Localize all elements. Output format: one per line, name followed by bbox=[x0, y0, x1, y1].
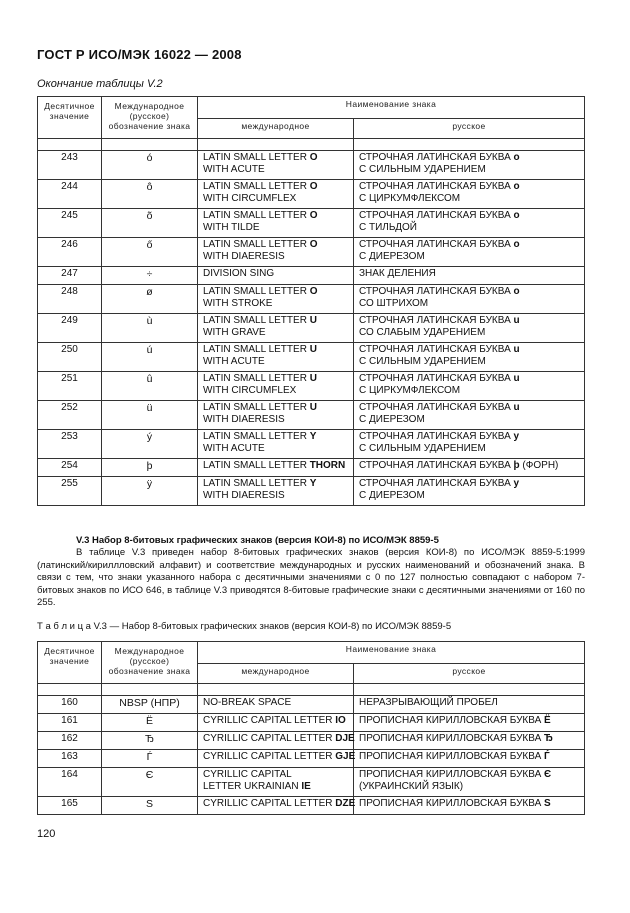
name-text: LATIN SMALL LETTER bbox=[203, 431, 310, 442]
column-header-international: международное bbox=[198, 664, 354, 684]
table-row bbox=[38, 401, 585, 430]
sign-symbol-cell: ü bbox=[102, 401, 198, 430]
decimal-header-lines bbox=[43, 646, 96, 666]
name-letter: Y bbox=[309, 431, 317, 442]
sign-symbol-cell: ô bbox=[102, 180, 198, 209]
name-line bbox=[203, 431, 348, 443]
name-text: CYRILLIC CAPITAL LETTER bbox=[203, 751, 336, 762]
name-letter: U bbox=[309, 315, 317, 326]
name-line bbox=[203, 373, 348, 385]
decimal-value-cell: 161 bbox=[38, 714, 102, 732]
name-line bbox=[359, 239, 579, 251]
name-line bbox=[203, 402, 348, 414]
name-text: WITH ACUTE bbox=[203, 443, 265, 454]
name-line bbox=[359, 402, 579, 414]
name-text: WITH CIRCUMFLEX bbox=[203, 385, 297, 396]
sign-symbol-cell: û bbox=[102, 372, 198, 401]
name-letter: DJE bbox=[335, 733, 355, 744]
table-row bbox=[38, 372, 585, 401]
name-letter: U bbox=[309, 373, 317, 384]
russian-name-cell bbox=[354, 430, 585, 459]
name-text: LATIN SMALL LETTER bbox=[203, 478, 310, 489]
spacer-cell bbox=[198, 684, 354, 696]
decimal-value-cell: 253 bbox=[38, 430, 102, 459]
name-line bbox=[359, 490, 579, 502]
name-line bbox=[203, 715, 348, 727]
decimal-value-cell: 244 bbox=[38, 180, 102, 209]
name-line bbox=[203, 286, 348, 298]
international-name-cell bbox=[198, 238, 354, 267]
decimal-value-cell: 250 bbox=[38, 343, 102, 372]
name-line bbox=[203, 798, 356, 810]
name-line bbox=[203, 733, 355, 745]
name-line bbox=[203, 181, 348, 193]
name-text: С ДИЕРЕЗОМ bbox=[359, 490, 425, 501]
name-text: С ТИЛЬДОЙ bbox=[359, 222, 417, 233]
decimal-value-cell: 165 bbox=[38, 797, 102, 815]
sign-symbol-cell: ő bbox=[102, 238, 198, 267]
spacer-cell bbox=[354, 684, 585, 696]
name-line bbox=[359, 152, 579, 164]
name-text: СТРОЧНАЯ ЛАТИНСКАЯ БУКВА bbox=[359, 431, 514, 442]
name-letter: S bbox=[544, 798, 551, 809]
decimal-value-cell: 246 bbox=[38, 238, 102, 267]
name-line bbox=[359, 181, 579, 193]
name-line bbox=[359, 286, 579, 298]
sign-symbol-cell: þ bbox=[102, 459, 198, 477]
table-v2-body bbox=[38, 139, 585, 506]
name-text: ПРОПИСНАЯ КИРИЛЛОВСКАЯ БУКВА bbox=[359, 769, 545, 780]
decimal-value-cell: 162 bbox=[38, 732, 102, 750]
table-row bbox=[38, 238, 585, 267]
russian-name-cell bbox=[354, 209, 585, 238]
name-letter: O bbox=[309, 286, 318, 297]
name-text: WITH ACUTE bbox=[203, 164, 265, 175]
spacer-cell bbox=[354, 139, 585, 151]
name-line bbox=[203, 414, 348, 426]
russian-name-cell bbox=[354, 477, 585, 506]
sign-symbol-cell: ø bbox=[102, 285, 198, 314]
name-text: LATIN SMALL LETTER bbox=[203, 239, 310, 250]
international-name-cell bbox=[198, 696, 354, 714]
international-name-cell bbox=[198, 151, 354, 180]
name-text: LATIN SMALL LETTER bbox=[203, 152, 310, 163]
name-letter: IE bbox=[301, 781, 311, 792]
name-line bbox=[203, 751, 356, 763]
name-letter: u bbox=[513, 373, 520, 384]
name-letter: o bbox=[513, 286, 520, 297]
column-header-sign bbox=[102, 642, 198, 684]
international-name-cell bbox=[198, 797, 354, 815]
sign-symbol-cell: Ђ bbox=[102, 732, 198, 750]
russian-name-cell bbox=[354, 459, 585, 477]
table-v2-caption: Окончание таблицы V.2 bbox=[37, 78, 163, 90]
spacer-cell bbox=[102, 684, 198, 696]
sign-symbol-cell: S bbox=[102, 797, 198, 815]
decimal-value-cell: 160 bbox=[38, 696, 102, 714]
column-header-decimal bbox=[38, 97, 102, 139]
table-row bbox=[38, 732, 585, 750]
name-letter: u bbox=[513, 344, 520, 355]
table-row bbox=[38, 696, 585, 714]
name-line bbox=[203, 210, 348, 222]
name-text: ПРОПИСНАЯ КИРИЛЛОВСКАЯ БУКВА bbox=[359, 751, 545, 762]
name-text: WITH ACUTE bbox=[203, 356, 265, 367]
decimal-value-cell: 255 bbox=[38, 477, 102, 506]
decimal-value-cell: 163 bbox=[38, 750, 102, 768]
table-v3-body bbox=[38, 684, 585, 815]
name-text: NO-BREAK SPACE bbox=[203, 697, 292, 708]
sign-symbol-cell: ý bbox=[102, 430, 198, 459]
name-letter: u bbox=[513, 402, 520, 413]
name-line bbox=[359, 781, 579, 793]
name-letter: O bbox=[309, 152, 318, 163]
header-line: Международное bbox=[114, 646, 185, 656]
name-text: LATIN SMALL LETTER bbox=[203, 344, 310, 355]
decimal-value-cell: 247 bbox=[38, 267, 102, 285]
name-letter: o bbox=[513, 181, 520, 192]
name-letter: Ѓ bbox=[544, 751, 550, 762]
decimal-value-cell: 252 bbox=[38, 401, 102, 430]
name-text: LATIN SMALL LETTER bbox=[203, 402, 310, 413]
name-letter: Є bbox=[544, 769, 552, 780]
russian-name-cell bbox=[354, 180, 585, 209]
name-text: LETTER UKRAINIAN bbox=[203, 781, 302, 792]
column-header-russian: русское bbox=[354, 119, 585, 139]
header-line: обозначение знака bbox=[108, 666, 191, 676]
name-letter: U bbox=[309, 402, 317, 413]
name-text: WITH DIAERESIS bbox=[203, 251, 285, 262]
document-header: ГОСТ Р ИСО/МЭК 16022 — 2008 bbox=[37, 47, 242, 62]
name-line bbox=[359, 385, 579, 397]
name-text: СТРОЧНАЯ ЛАТИНСКАЯ БУКВА bbox=[359, 239, 514, 250]
name-text: ПРОПИСНАЯ КИРИЛЛОВСКАЯ БУКВА bbox=[359, 715, 545, 726]
international-name-cell bbox=[198, 430, 354, 459]
name-line bbox=[203, 443, 348, 455]
name-line bbox=[359, 210, 579, 222]
name-line bbox=[203, 344, 348, 356]
name-text: LATIN SMALL LETTER bbox=[203, 460, 310, 471]
name-line bbox=[203, 239, 348, 251]
name-line bbox=[203, 490, 348, 502]
name-text: CYRILLIC CAPITAL LETTER bbox=[203, 715, 336, 726]
page-number: 120 bbox=[37, 828, 56, 840]
name-text: СО СЛАБЫМ УДАРЕНИЕМ bbox=[359, 327, 486, 338]
decimal-value-cell: 245 bbox=[38, 209, 102, 238]
name-line bbox=[359, 414, 579, 426]
table-row bbox=[38, 459, 585, 477]
table-row bbox=[38, 314, 585, 343]
name-letter: THORN bbox=[309, 460, 346, 471]
table-v2 bbox=[37, 96, 585, 506]
russian-name-cell bbox=[354, 768, 585, 797]
name-line bbox=[359, 344, 579, 356]
international-name-cell bbox=[198, 714, 354, 732]
russian-name-cell bbox=[354, 267, 585, 285]
spacer-cell bbox=[38, 139, 102, 151]
russian-name-cell bbox=[354, 238, 585, 267]
name-line bbox=[203, 356, 348, 368]
name-line bbox=[203, 327, 348, 339]
table-row bbox=[38, 797, 585, 815]
sign-header-lines bbox=[107, 101, 192, 131]
header-spacer-row bbox=[38, 684, 585, 696]
name-text: С ДИЕРЕЗОМ bbox=[359, 414, 425, 425]
name-line bbox=[359, 327, 579, 339]
name-text: С СИЛЬНЫМ УДАРЕНИЕМ bbox=[359, 443, 486, 454]
name-line bbox=[359, 222, 579, 234]
name-text: ПРОПИСНАЯ КИРИЛЛОВСКАЯ БУКВА bbox=[359, 798, 545, 809]
name-line bbox=[203, 385, 348, 397]
sign-symbol-cell: NBSP (НПР) bbox=[102, 696, 198, 714]
name-line bbox=[203, 251, 348, 263]
name-line bbox=[359, 443, 579, 455]
name-text: LATIN SMALL LETTER bbox=[203, 286, 310, 297]
table-row bbox=[38, 180, 585, 209]
table-row bbox=[38, 343, 585, 372]
sign-symbol-cell: ÿ bbox=[102, 477, 198, 506]
name-line bbox=[203, 152, 348, 164]
international-name-cell bbox=[198, 267, 354, 285]
international-name-cell bbox=[198, 768, 354, 797]
name-letter: O bbox=[309, 181, 318, 192]
name-text: WITH STROKE bbox=[203, 298, 273, 309]
table-v3-caption: Т а б л и ц а V.3 — Набор 8-битовых графических знаков (версия КОИ-8) по ИСО/МЭК 8859-5 bbox=[37, 621, 452, 632]
russian-name-cell bbox=[354, 750, 585, 768]
name-line bbox=[359, 251, 579, 263]
header-line: значение bbox=[49, 656, 90, 666]
international-name-cell bbox=[198, 209, 354, 238]
name-text: WITH DIAERESIS bbox=[203, 490, 285, 501]
decimal-value-cell: 164 bbox=[38, 768, 102, 797]
international-name-cell bbox=[198, 180, 354, 209]
name-line bbox=[203, 222, 348, 234]
name-text: ЗНАК ДЕЛЕНИЯ bbox=[359, 268, 436, 279]
name-letter: o bbox=[513, 239, 520, 250]
name-letter: U bbox=[309, 344, 317, 355]
name-text: WITH DIAERESIS bbox=[203, 414, 285, 425]
name-letter: u bbox=[513, 315, 520, 326]
table-row bbox=[38, 430, 585, 459]
name-letter: Y bbox=[309, 478, 317, 489]
sign-symbol-cell: õ bbox=[102, 209, 198, 238]
name-text: ПРОПИСНАЯ КИРИЛЛОВСКАЯ БУКВА bbox=[359, 733, 545, 744]
sign-symbol-cell: Є bbox=[102, 768, 198, 797]
header-line: обозначение знака bbox=[108, 121, 191, 131]
international-name-cell bbox=[198, 732, 354, 750]
table-row bbox=[38, 285, 585, 314]
spacer-cell bbox=[198, 139, 354, 151]
name-line bbox=[359, 715, 579, 727]
name-line bbox=[203, 298, 348, 310]
russian-name-cell bbox=[354, 343, 585, 372]
name-text: СТРОЧНАЯ ЛАТИНСКАЯ БУКВА bbox=[359, 402, 514, 413]
column-header-name: Наименование знака bbox=[198, 97, 585, 119]
international-name-cell bbox=[198, 343, 354, 372]
name-letter: þ bbox=[513, 460, 520, 471]
table-row bbox=[38, 768, 585, 797]
sign-symbol-cell: ó bbox=[102, 151, 198, 180]
name-line bbox=[359, 733, 579, 745]
name-line bbox=[203, 460, 348, 472]
column-header-sign bbox=[102, 97, 198, 139]
decimal-value-cell: 254 bbox=[38, 459, 102, 477]
header-line: (русское) bbox=[129, 111, 170, 121]
table-row bbox=[38, 714, 585, 732]
sign-symbol-cell: Ѓ bbox=[102, 750, 198, 768]
sign-symbol-cell: ú bbox=[102, 343, 198, 372]
name-text: С ДИЕРЕЗОМ bbox=[359, 251, 425, 262]
international-name-cell bbox=[198, 459, 354, 477]
name-letter: Ђ bbox=[544, 733, 553, 744]
header-spacer-row bbox=[38, 139, 585, 151]
name-text: СТРОЧНАЯ ЛАТИНСКАЯ БУКВА bbox=[359, 460, 514, 471]
sign-header-lines bbox=[107, 646, 192, 676]
name-line bbox=[359, 769, 579, 781]
table-row bbox=[38, 209, 585, 238]
column-header-international: международное bbox=[198, 119, 354, 139]
international-name-cell bbox=[198, 750, 354, 768]
sign-symbol-cell: Ё bbox=[102, 714, 198, 732]
name-text: LATIN SMALL LETTER bbox=[203, 181, 310, 192]
name-line bbox=[203, 315, 348, 327]
name-line bbox=[203, 781, 348, 793]
name-text: СТРОЧНАЯ ЛАТИНСКАЯ БУКВА bbox=[359, 152, 514, 163]
international-name-cell bbox=[198, 372, 354, 401]
decimal-value-cell: 251 bbox=[38, 372, 102, 401]
table-row bbox=[38, 750, 585, 768]
name-text: СТРОЧНАЯ ЛАТИНСКАЯ БУКВА bbox=[359, 344, 514, 355]
name-line bbox=[359, 298, 579, 310]
name-line bbox=[203, 164, 348, 176]
decimal-value-cell: 248 bbox=[38, 285, 102, 314]
table-row bbox=[38, 477, 585, 506]
name-letter: o bbox=[513, 152, 520, 163]
russian-name-cell bbox=[354, 714, 585, 732]
international-name-cell bbox=[198, 401, 354, 430]
name-letter: O bbox=[309, 210, 318, 221]
table-row bbox=[38, 151, 585, 180]
name-text: С СИЛЬНЫМ УДАРЕНИЕМ bbox=[359, 356, 486, 367]
name-letter: GJE bbox=[335, 751, 356, 762]
name-text: СТРОЧНАЯ ЛАТИНСКАЯ БУКВА bbox=[359, 210, 514, 221]
international-name-cell bbox=[198, 477, 354, 506]
spacer-cell bbox=[38, 684, 102, 696]
russian-name-cell bbox=[354, 732, 585, 750]
name-line bbox=[359, 798, 579, 810]
name-text: СТРОЧНАЯ ЛАТИНСКАЯ БУКВА bbox=[359, 315, 514, 326]
table-row bbox=[38, 267, 585, 285]
name-line bbox=[359, 164, 579, 176]
name-text: СТРОЧНАЯ ЛАТИНСКАЯ БУКВА bbox=[359, 181, 514, 192]
international-name-cell bbox=[198, 285, 354, 314]
header-line: (русское) bbox=[129, 656, 170, 666]
name-text: С ЦИРКУМФЛЕКСОМ bbox=[359, 385, 461, 396]
name-text: CYRILLIC CAPITAL LETTER bbox=[203, 798, 336, 809]
russian-name-cell bbox=[354, 314, 585, 343]
name-text: НЕРАЗРЫВАЮЩИЙ ПРОБЕЛ bbox=[359, 697, 498, 708]
name-line bbox=[359, 373, 579, 385]
name-text: WITH CIRCUMFLEX bbox=[203, 193, 297, 204]
name-letter: DZE bbox=[335, 798, 356, 809]
sign-symbol-cell: ÷ bbox=[102, 267, 198, 285]
russian-name-cell bbox=[354, 285, 585, 314]
name-text: LATIN SMALL LETTER bbox=[203, 315, 310, 326]
name-line bbox=[359, 315, 579, 327]
header-line: Десятичное bbox=[44, 101, 95, 111]
column-header-name: Наименование знака bbox=[198, 642, 585, 664]
name-text: CYRILLIC CAPITAL LETTER bbox=[203, 733, 336, 744]
column-header-decimal bbox=[38, 642, 102, 684]
russian-name-cell bbox=[354, 372, 585, 401]
international-name-cell bbox=[198, 314, 354, 343]
sign-symbol-cell: ù bbox=[102, 314, 198, 343]
name-suffix: (ФОРН) bbox=[519, 460, 559, 471]
name-line bbox=[203, 697, 348, 709]
name-text: LATIN SMALL LETTER bbox=[203, 210, 310, 221]
name-line bbox=[359, 268, 579, 280]
russian-name-cell bbox=[354, 696, 585, 714]
name-text: (УКРАИНСКИЙ ЯЗЫК) bbox=[359, 781, 464, 792]
name-letter: Ё bbox=[544, 715, 551, 726]
header-line: Десятичное bbox=[44, 646, 95, 656]
name-letter: O bbox=[309, 239, 318, 250]
name-line bbox=[203, 478, 348, 490]
section-title: V.3 Набор 8-битовых графических знаков (версия КОИ-8) по ИСО/МЭК 8859-5 bbox=[76, 535, 439, 546]
russian-name-cell bbox=[354, 151, 585, 180]
table-v3 bbox=[37, 641, 585, 815]
name-letter: y bbox=[513, 431, 520, 442]
russian-name-cell bbox=[354, 797, 585, 815]
header-line: Международное bbox=[114, 101, 185, 111]
name-text: С ЦИРКУМФЛЕКСОМ bbox=[359, 193, 461, 204]
name-text: WITH TILDE bbox=[203, 222, 260, 233]
name-text: LATIN SMALL LETTER bbox=[203, 373, 310, 384]
name-text: С СИЛЬНЫМ УДАРЕНИЕМ bbox=[359, 164, 486, 175]
name-line bbox=[203, 268, 348, 280]
name-line bbox=[359, 460, 579, 472]
name-line bbox=[359, 356, 579, 368]
name-text: CYRILLIC CAPITAL bbox=[203, 769, 292, 780]
name-text: СТРОЧНАЯ ЛАТИНСКАЯ БУКВА bbox=[359, 478, 514, 489]
name-line bbox=[359, 193, 579, 205]
name-text: СТРОЧНАЯ ЛАТИНСКАЯ БУКВА bbox=[359, 373, 514, 384]
name-line bbox=[359, 431, 579, 443]
name-letter: o bbox=[513, 210, 520, 221]
name-text: СТРОЧНАЯ ЛАТИНСКАЯ БУКВА bbox=[359, 286, 514, 297]
column-header-russian: русское bbox=[354, 664, 585, 684]
name-line bbox=[359, 478, 579, 490]
name-line bbox=[359, 697, 579, 709]
name-line bbox=[359, 751, 579, 763]
name-line bbox=[203, 769, 348, 781]
name-text: DIVISION SING bbox=[203, 268, 275, 279]
decimal-value-cell: 243 bbox=[38, 151, 102, 180]
spacer-cell bbox=[102, 139, 198, 151]
section-paragraph: В таблице V.3 приведен набор 8-битовых графических знаков (версия КОИ-8) по ИСО/МЭК 8859-5:1999 (латинский/кириллловский алфавит) и соответствие международных и русских наименований и обозначений знака. В связи с тем, что знаки указанного набора с десятичными значениями с 0 по 127 полностью совпадают с набором 7-битовых знаков по ИСО 646, в таблице V.3 приводятся 8-битовые графические знаки с десятичными значениями от 160 по 255. bbox=[37, 547, 585, 609]
decimal-header-lines bbox=[43, 101, 96, 121]
name-letter: y bbox=[513, 478, 520, 489]
name-letter: IO bbox=[335, 715, 346, 726]
name-text: WITH GRAVE bbox=[203, 327, 266, 338]
header-line: значение bbox=[49, 111, 90, 121]
name-line bbox=[203, 193, 348, 205]
russian-name-cell bbox=[354, 401, 585, 430]
name-text: СО ШТРИХОМ bbox=[359, 298, 429, 309]
decimal-value-cell: 249 bbox=[38, 314, 102, 343]
